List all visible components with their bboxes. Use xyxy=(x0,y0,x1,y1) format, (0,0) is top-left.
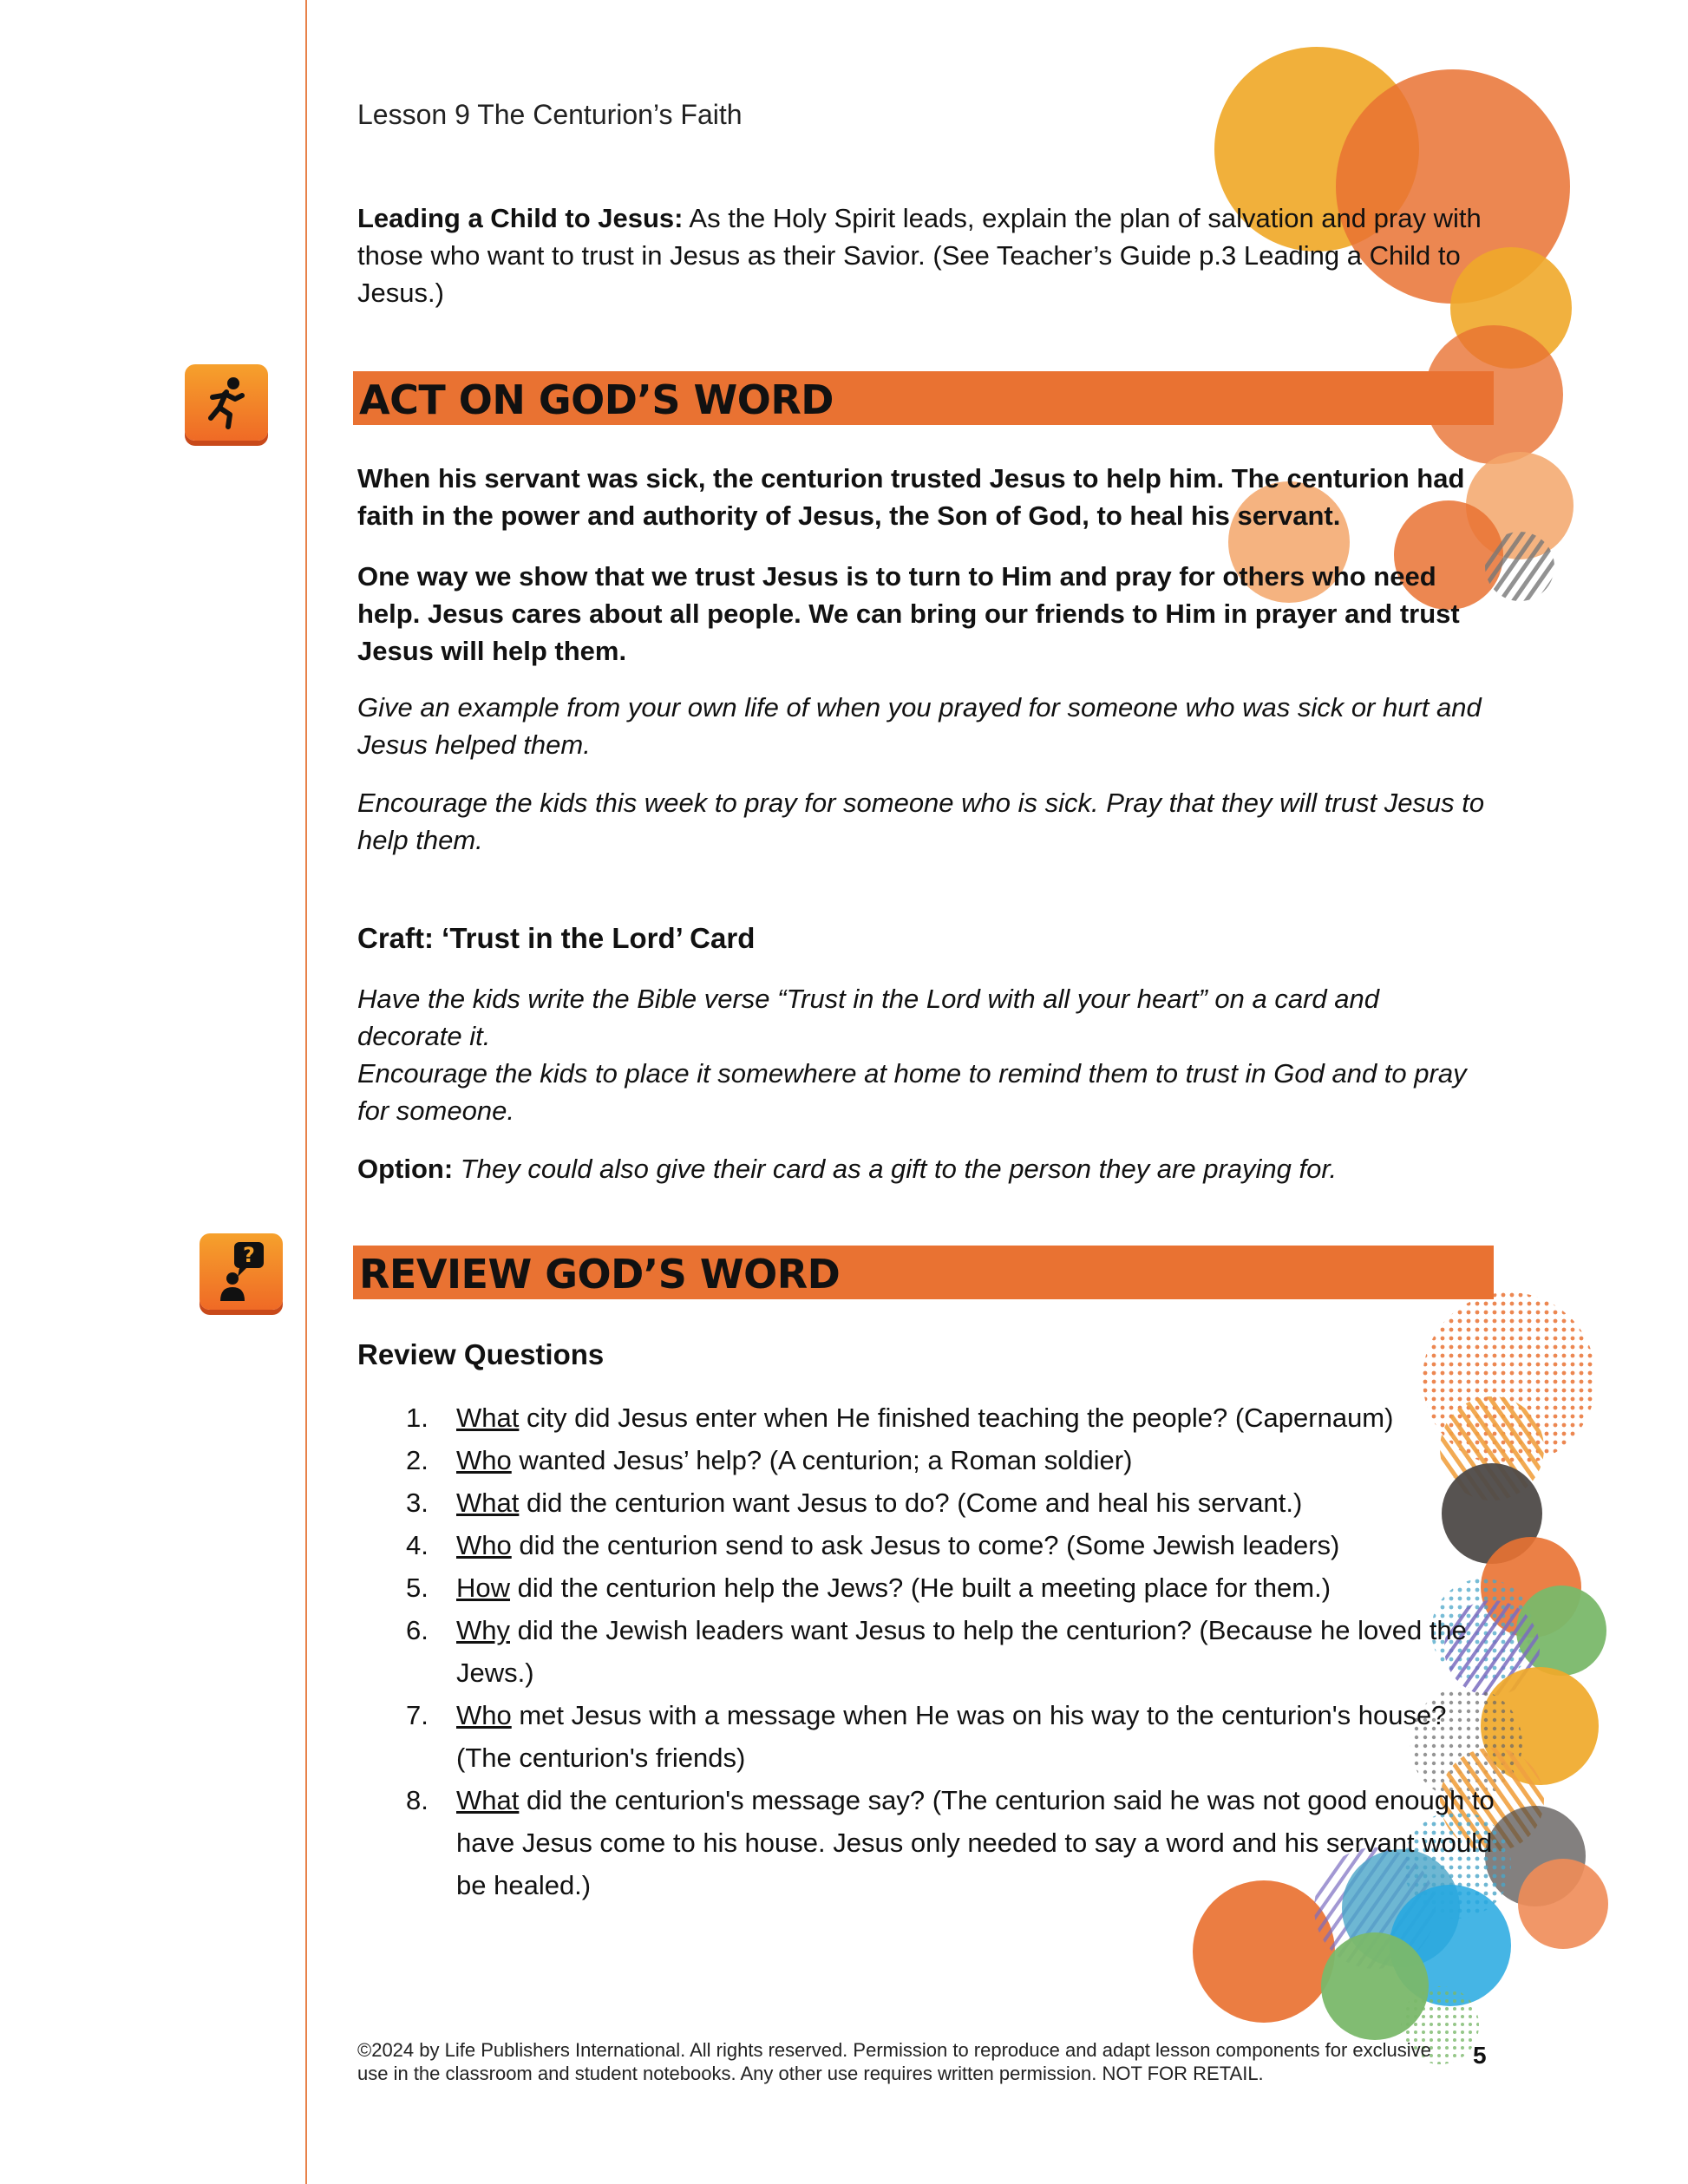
act-paragraph-4: Encourage the kids this week to pray for someone who is sick. Pray that they will trust Jesus to help them. xyxy=(357,788,1485,855)
leading-child-text: As the Holy Spirit leads, explain the plan of salvation and pray with those who want to trust in Jesus as their Savior. (See Teacher’s Guide p.3 Leading a Child to Jesus.) xyxy=(357,203,1482,308)
review-subtitle: Review Questions xyxy=(357,1338,605,1370)
act-section-bar xyxy=(353,371,1494,425)
leading-child-paragraph xyxy=(357,199,1485,311)
svg-text:?: ? xyxy=(243,1243,255,1267)
review-question: 3. What did the centurion want Jesus to do? (Come and heal his servant.) xyxy=(406,1488,1303,1518)
review-question: 6. Why did the Jewish leaders want Jesus to help the centurion? (Because he loved the Jews.) xyxy=(406,1615,1467,1688)
review-question-list xyxy=(406,1396,1499,1906)
review-question: 5. How did the centurion help the Jews? (He built a meeting place for them.) xyxy=(406,1573,1331,1603)
page-number: 5 xyxy=(1473,2042,1487,2069)
act-paragraph-2: One way we show that we trust Jesus is to turn to Him and pray for others who need help. Jesus cares about all people. We can bring our friends to Him in prayer and trust Jesus will help them. xyxy=(357,561,1460,666)
craft-title: Craft: ‘Trust in the Lord’ Card xyxy=(357,922,756,954)
lesson-header: Lesson 9 The Centurion’s Faith xyxy=(357,99,743,130)
running-person-icon xyxy=(185,364,268,441)
craft-line-2: Encourage the kids to place it somewhere at home to remind them to trust in God and to pray for someone. xyxy=(357,1058,1467,1126)
craft-option xyxy=(357,1150,1485,1187)
craft-option-text: They could also give their card as a gift to the person they are praying for. xyxy=(453,1154,1338,1184)
act-paragraph-1: When his servant was sick, the centurion trusted Jesus to help him. The centurion had faith in the power and authority of Jesus, the Son of God, to heal his servant. xyxy=(357,463,1465,531)
act-section-title: ACT ON GOD’S WORD xyxy=(359,376,834,423)
copyright-footer: ©2024 by Life Publishers International. All rights reserved. Permission to reproduce and adapt lesson components for exclusive use in the classroom and student notebooks. Any other use requires written permission. NOT FOR RETAIL. xyxy=(357,2039,1431,2084)
review-question: 7. Who met Jesus with a message when He was on his way to the centurion's house? (The centurion's friends) xyxy=(406,1700,1447,1773)
craft-line-1: Have the kids write the Bible verse “Trust in the Lord with all your heart” on a card and decorate it. xyxy=(357,984,1379,1051)
review-question: 2. Who wanted Jesus’ help? (A centurion; a Roman soldier) xyxy=(406,1445,1133,1475)
act-paragraph-3: Give an example from your own life of when you prayed for someone who was sick or hurt and Jesus helped them. xyxy=(357,692,1482,760)
review-question: 1. What city did Jesus enter when He finished teaching the people? (Capernaum) xyxy=(406,1403,1394,1433)
question-person-icon xyxy=(200,1233,283,1310)
leading-child-label: Leading a Child to Jesus: xyxy=(357,203,684,233)
review-question: 4. Who did the centurion send to ask Jesus to come? (Some Jewish leaders) xyxy=(406,1530,1340,1560)
review-section-title: REVIEW GOD’S WORD xyxy=(359,1251,841,1298)
review-question: 8. What did the centurion's message say? (The centurion said he was not good enough to have Jesus come to his house. Jesus only needed to say a word and his servant would be healed.) xyxy=(406,1785,1495,1900)
review-section-bar xyxy=(353,1246,1494,1299)
craft-option-label: Option: xyxy=(357,1154,454,1184)
